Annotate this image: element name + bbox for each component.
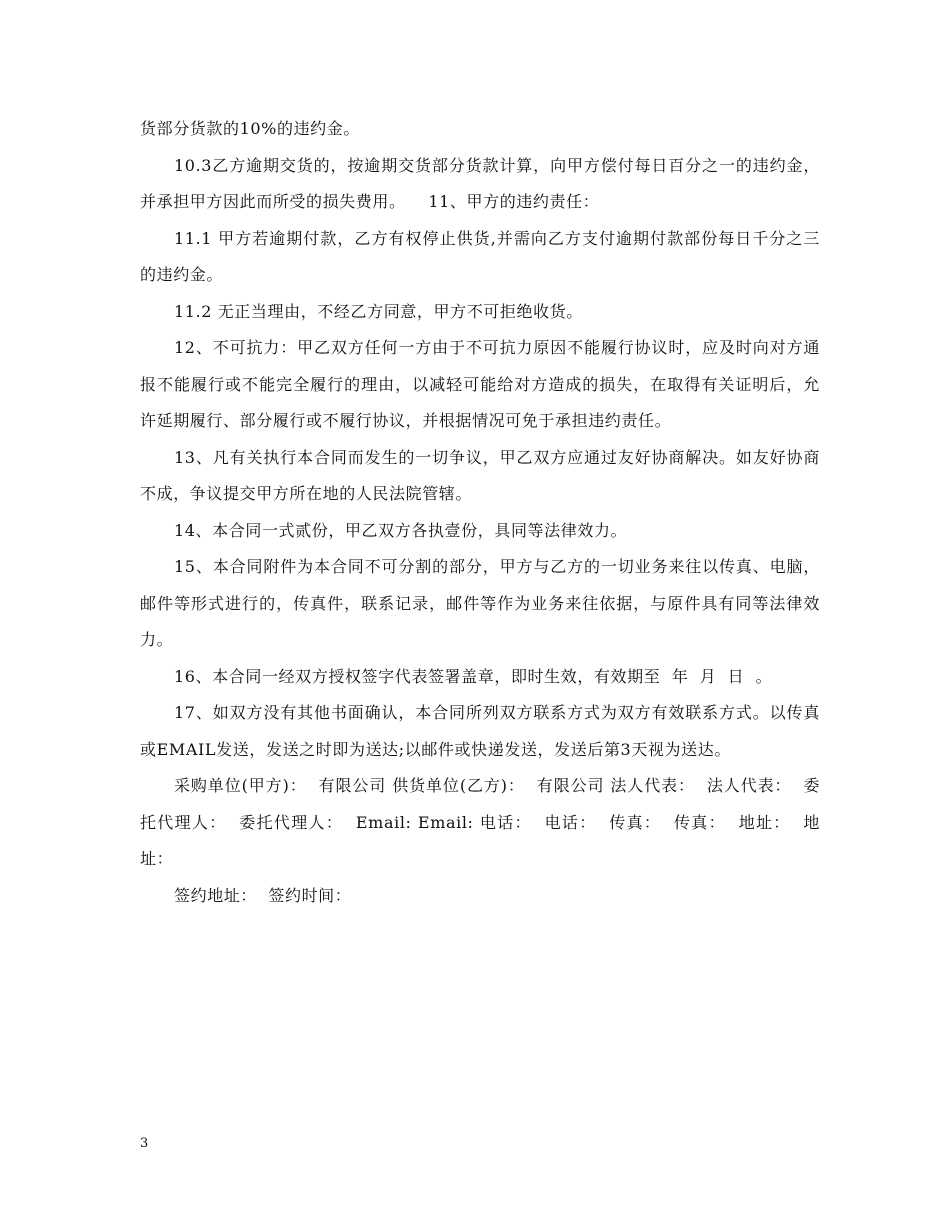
paragraph-12: 12、不可抗力：甲乙双方任何一方由于不可抗力原因不能履行协议时，应及时向对方通报不能履行或不能完全履行的理由，以减轻可能给对方造成的损失，在取得有关证明后，允许延期履行、部分履行或不履行协议，并根据情况可免于承担违约责任。 <box>140 338 820 430</box>
paragraph-penalty-continuation: 货部分货款的10%的违约金。 <box>140 119 360 138</box>
paragraph-14: 14、本合同一式贰份，甲乙双方各执壹份，具同等法律效力。 <box>174 520 628 540</box>
paragraph-11-1: 11.1 甲方若逾期付款，乙方有权停止供货,并需向乙方支付逾期付款部份每日千分之三的违约金。 <box>140 228 820 284</box>
paragraph-13: 13、凡有关执行本合同而发生的一切争议，甲乙双方应通过友好协商解决。如友好协商不成，争议提交甲方所在地的人民法院管辖。 <box>140 447 820 503</box>
page-number: 3 <box>140 1136 149 1151</box>
signature-block: 采购单位(甲方)： 有限公司 供货单位(乙方)： 有限公司 法人代表： 法人代表： 委托代理人： 委托代理人： Email: Email: 电话： 电话： 传真： 传真： 地址： 地址： <box>140 776 820 868</box>
paragraph-17: 17、如双方没有其他书面确认，本合同所列双方联系方式为双方有效联系方式。以传真或EMAIL发送，发送之时即为送达;以邮件或快递发送，发送后第3天视为送达。 <box>140 703 820 759</box>
document-body <box>140 111 820 914</box>
signing-place-time: 签约地址： 签约时间： <box>174 885 352 905</box>
paragraph-15: 15、本合同附件为本合同不可分割的部分，甲方与乙方的一切业务来往以传真、电脑，邮件等形式进行的，传真件，联系记录，邮件等作为业务来往依据，与原件具有同等法律效力。 <box>140 557 820 649</box>
paragraph-16: 16、本合同一经双方授权签字代表签署盖章，即时生效，有效期至 年 月 日 。 <box>174 666 773 686</box>
paragraph-11-2: 11.2 无正当理由，不经乙方同意，甲方不可拒绝收货。 <box>174 301 583 321</box>
paragraph-10-3: 10.3乙方逾期交货的，按逾期交货部分货款计算，向甲方偿付每日百分之一的违约金，并承担甲方因此而所受的损失费用。 11、甲方的违约责任： <box>140 155 820 211</box>
